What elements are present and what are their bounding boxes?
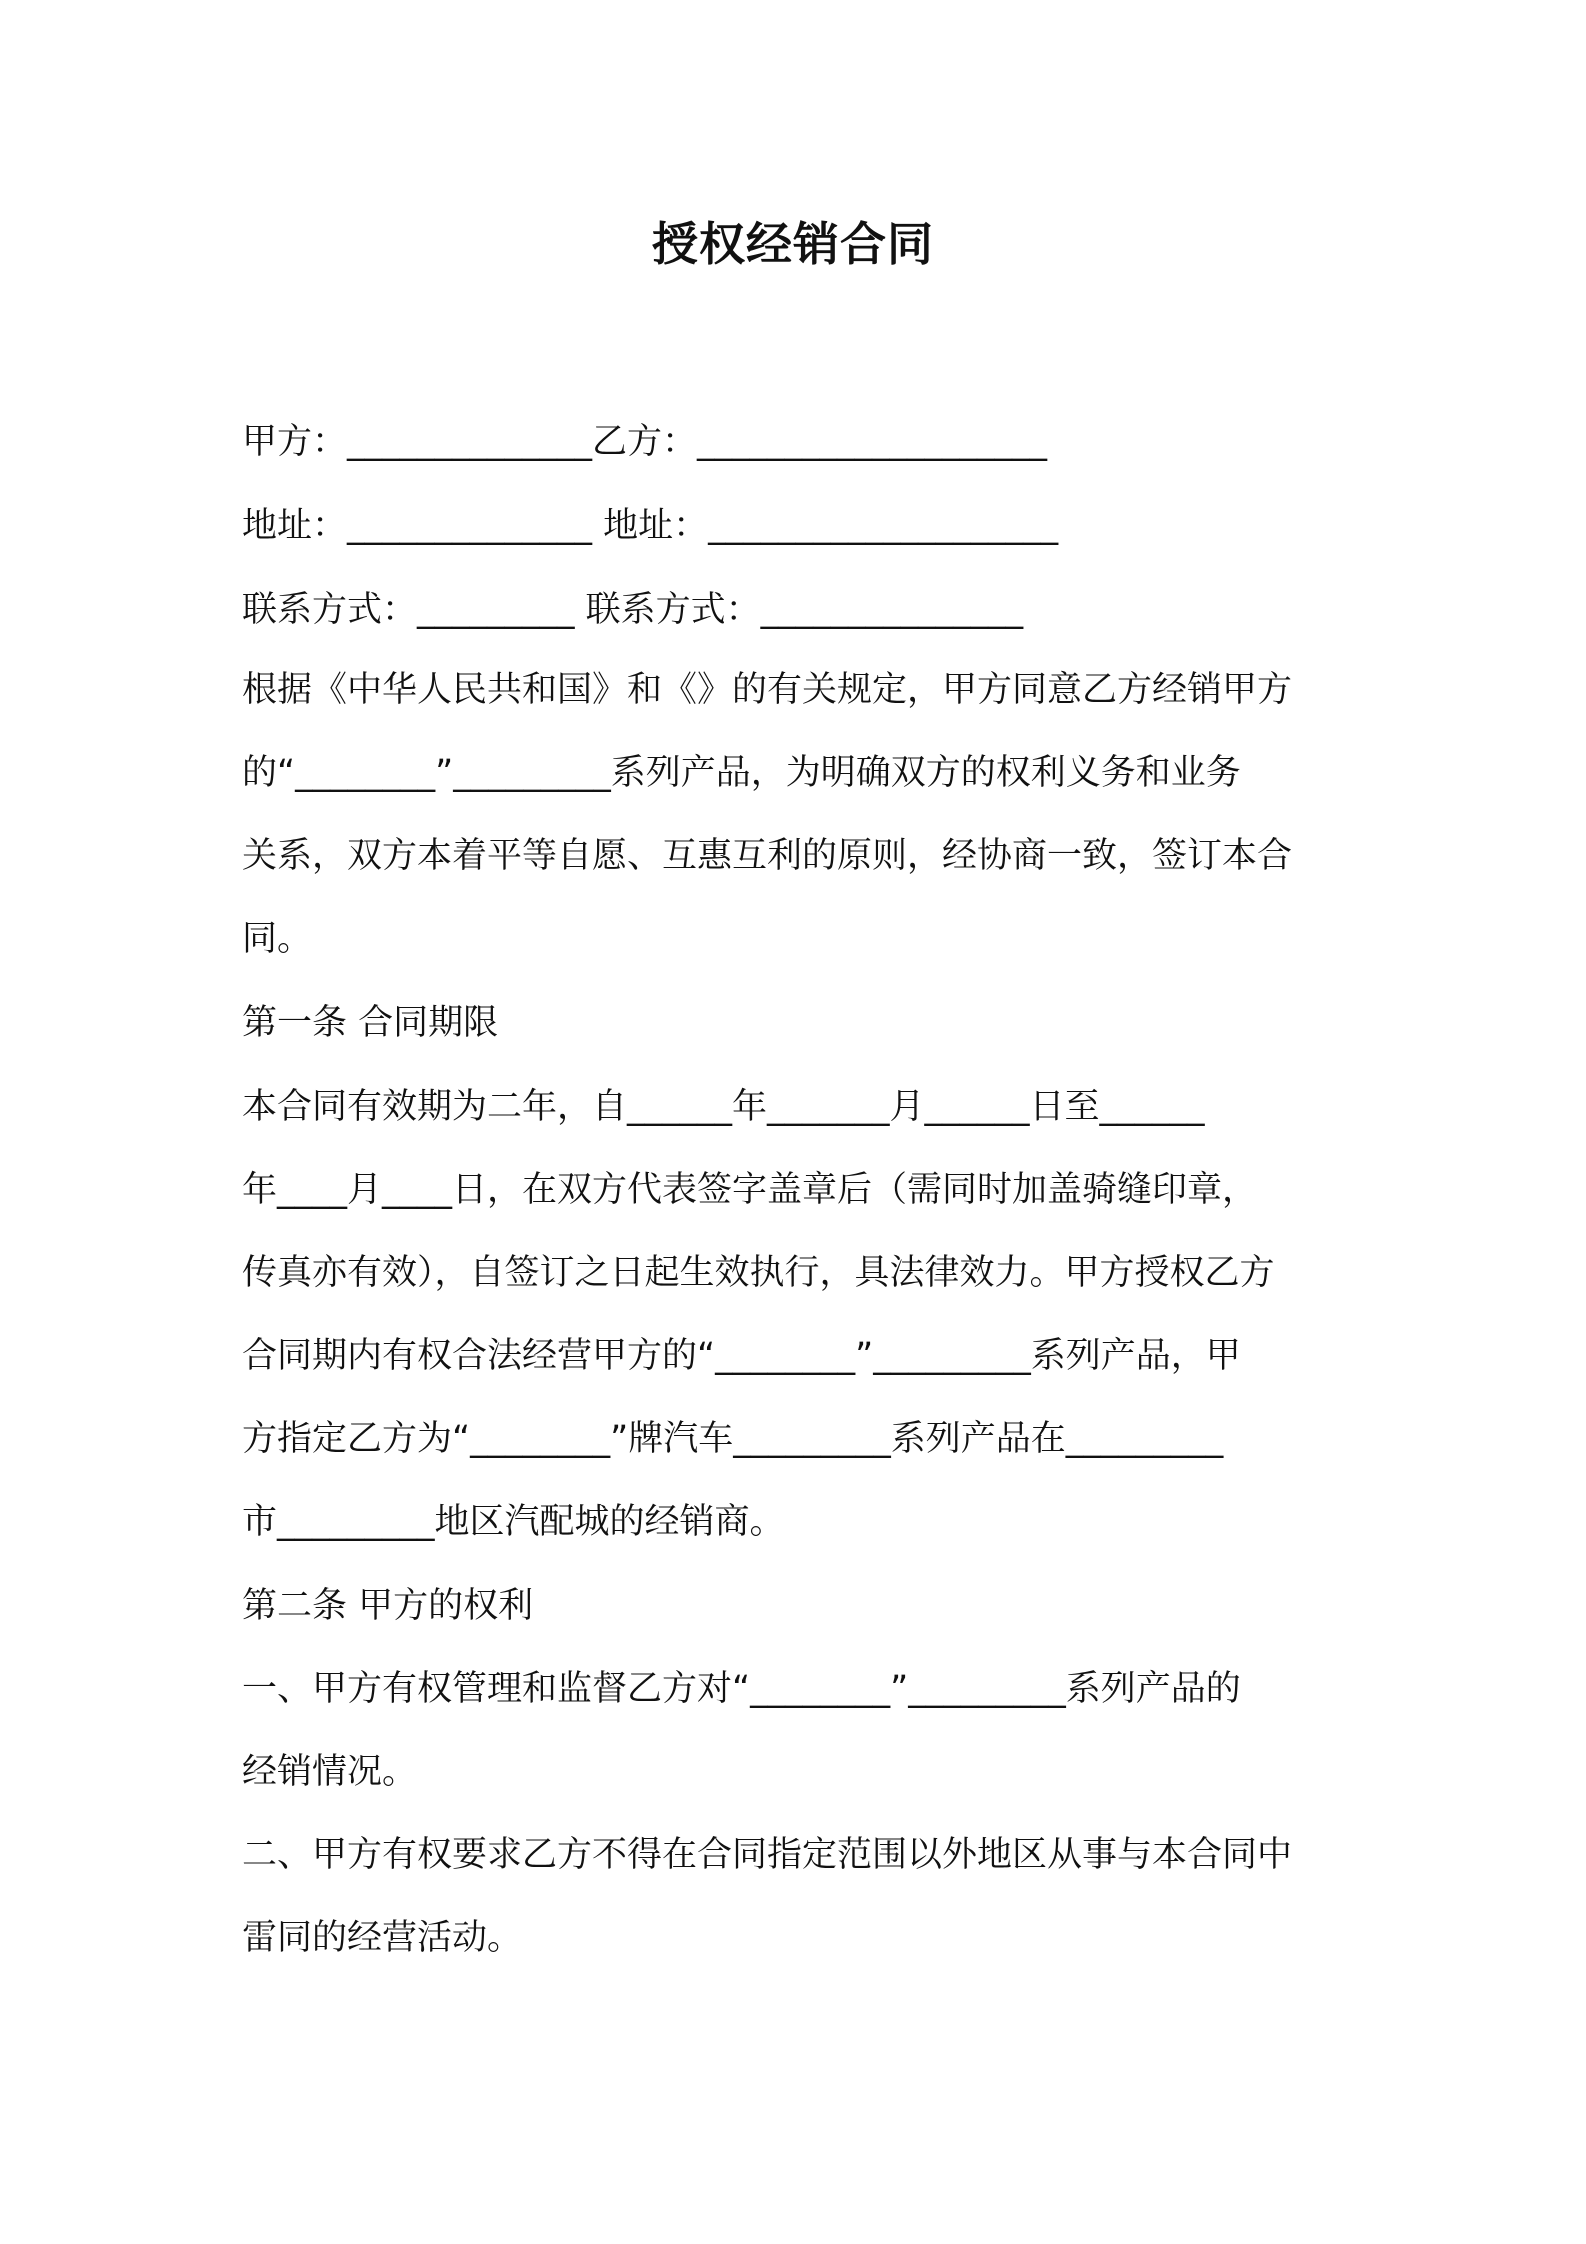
- article-2-item-2-line-2: 雷同的经营活动。: [242, 1918, 523, 1958]
- party-names-line: 甲方：______________乙方：____________________: [242, 422, 1048, 462]
- article-1-heading: 第一条 合同期限: [242, 1003, 499, 1043]
- party-address-line: 地址：______________ 地址：____________________: [242, 506, 1059, 546]
- article-1-line-4: 合同期内有权合法经营甲方的“________”_________系列产品，甲: [242, 1336, 1241, 1376]
- article-1-line-2: 年____月____日，在双方代表签字盖章后（需同时加盖骑缝印章，: [242, 1170, 1258, 1210]
- preamble-line-3: 关系，双方本着平等自愿、互惠互利的原则，经协商一致，签订本合: [242, 836, 1293, 876]
- article-1-line-1: 本合同有效期为二年，自______年_______月______日至______: [242, 1087, 1205, 1127]
- party-contact-line: 联系方式：_________ 联系方式：_______________: [242, 590, 1024, 630]
- preamble-line-1: 根据《中华人民共和国》和《》的有关规定，甲方同意乙方经销甲方: [242, 670, 1293, 710]
- article-1-line-6: 市_________地区汽配城的经销商。: [242, 1502, 785, 1542]
- article-2-heading: 第二条 甲方的权利: [242, 1586, 534, 1626]
- article-1-line-3: 传真亦有效），自签订之日起生效执行，具法律效力。甲方授权乙方: [242, 1253, 1275, 1293]
- article-1-line-5: 方指定乙方为“________”牌汽车_________系列产品在_________: [242, 1419, 1224, 1459]
- document-title: 授权经销合同: [652, 217, 934, 271]
- article-2-item-2-line-1: 二、甲方有权要求乙方不得在合同指定范围以外地区从事与本合同中: [242, 1835, 1293, 1875]
- preamble-line-2: 的“________”_________系列产品，为明确双方的权利义务和业务: [242, 753, 1241, 793]
- preamble-line-4: 同。: [242, 919, 313, 959]
- article-2-item-1-line-1: 一、甲方有权管理和监督乙方对“________”_________系列产品的: [242, 1669, 1241, 1709]
- article-2-item-1-line-2: 经销情况。: [242, 1752, 418, 1792]
